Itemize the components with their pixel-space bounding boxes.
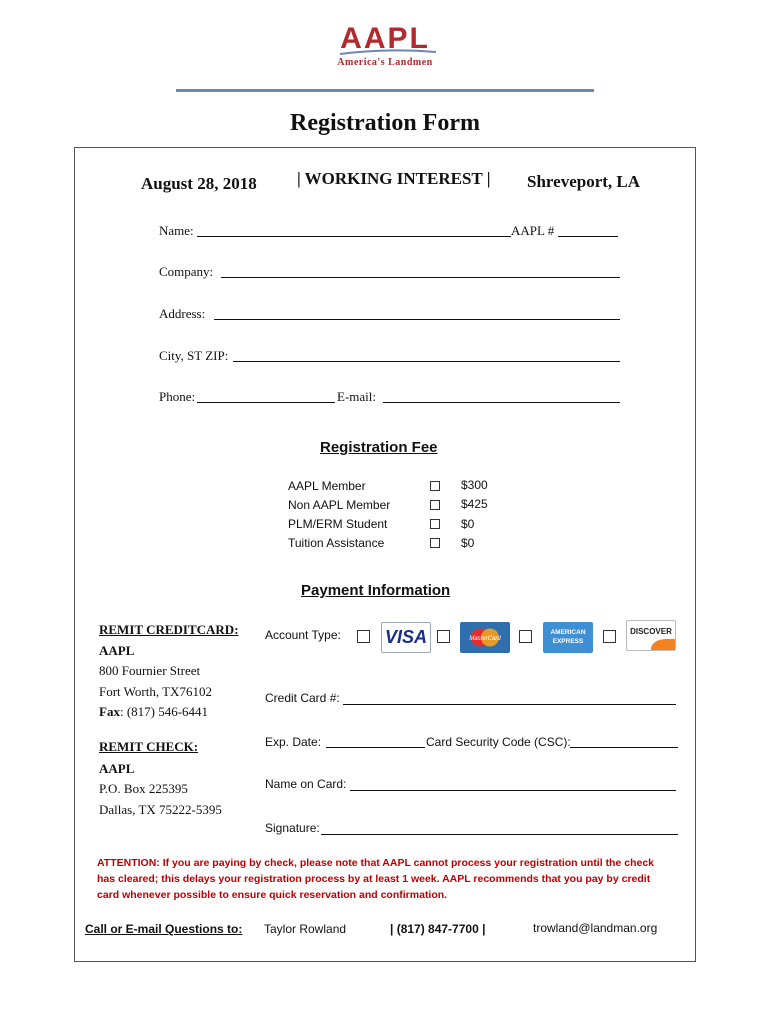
remit-credit-fax — [99, 702, 239, 723]
phone-label: Phone: — [159, 389, 196, 404]
city-st-zip-field[interactable] — [233, 361, 620, 362]
name-label: Name: — [159, 223, 194, 238]
credit-card-number-field[interactable] — [343, 704, 676, 705]
signature-field[interactable] — [321, 834, 678, 835]
page-title: Registration Form — [290, 110, 480, 136]
amex-checkbox[interactable] — [519, 630, 532, 643]
contact-label: Call or E-mail Questions to: — [85, 922, 243, 936]
mastercard-label: MasterCard — [469, 636, 501, 642]
csc-field[interactable] — [570, 747, 678, 748]
registration-fee-title: Registration Fee — [320, 439, 438, 456]
fee-option-label: Tuition Assistance — [288, 536, 385, 550]
attention-notice: ATTENTION: If you are paying by check, please note that AAPL cannot process your registration until the check has cleared; this delays your registration process by at least 1 week. AAPL recommends that you pay by credit card whenever possible to ensure quick reservation and confirmation. — [97, 857, 655, 901]
fee-checkbox-aapl-member[interactable] — [430, 481, 440, 491]
name-field[interactable] — [197, 236, 511, 237]
contact-phone: | (817) 847-7700 | — [390, 922, 486, 936]
fax-label: Fax — [99, 704, 120, 719]
fee-option-price: $425 — [461, 497, 488, 511]
remit-check-po-box: P.O. Box 225395 — [99, 781, 188, 796]
discover-checkbox[interactable] — [603, 630, 616, 643]
remit-credit-org: AAPL — [99, 642, 135, 658]
account-type-label: Account Type: — [265, 628, 341, 642]
event-name: | WORKING INTEREST | — [297, 169, 491, 188]
visa-checkbox[interactable] — [357, 630, 370, 643]
email-label: E-mail: — [337, 389, 376, 404]
company-label: Company: — [159, 264, 214, 279]
exp-date-field[interactable] — [326, 747, 425, 748]
fee-option-price: $300 — [461, 478, 488, 492]
contact-person: Taylor Rowland — [264, 922, 347, 936]
aapl-number-field[interactable] — [558, 236, 618, 237]
signature-label: Signature: — [265, 821, 320, 835]
header-divider — [176, 89, 594, 92]
fee-checkbox-tuition[interactable] — [430, 538, 440, 548]
fee-option-label: AAPL Member — [288, 479, 366, 493]
discover-icon: DISCOVER — [626, 620, 676, 651]
remit-check-org: AAPL — [99, 760, 135, 776]
address-field[interactable] — [214, 319, 620, 320]
fee-option-price: $0 — [461, 517, 475, 531]
city-st-zip-label: City, ST ZIP: — [159, 348, 229, 363]
name-on-card-field[interactable] — [350, 790, 676, 791]
logo-title: AAPL — [340, 22, 430, 55]
remit-check-city: Dallas, TX 75222-5395 — [99, 801, 222, 817]
phone-field[interactable] — [197, 402, 335, 403]
contact-email[interactable]: trowland@landman.org — [533, 921, 658, 935]
email-field[interactable] — [383, 402, 620, 403]
company-field[interactable] — [221, 277, 620, 278]
remit-check-heading: REMIT CHECK: — [99, 739, 199, 754]
event-date: August 28, 2018 — [141, 174, 257, 193]
event-location: Shreveport, LA — [527, 172, 641, 191]
fee-option-price: $0 — [461, 536, 475, 550]
fee-checkbox-non-member[interactable] — [430, 500, 440, 510]
fee-option-label: PLM/ERM Student — [288, 517, 388, 531]
exp-date-label: Exp. Date: — [265, 735, 322, 749]
fee-option-label: Non AAPL Member — [288, 498, 391, 512]
remit-credit-city: Fort Worth, TX76102 — [99, 683, 212, 699]
remit-credit-heading: REMIT CREDITCARD: — [99, 622, 239, 637]
aapl-number-label: AAPL # — [511, 223, 555, 238]
fax-number: : (817) 546-6441 — [119, 704, 209, 719]
amex-icon: AMERICAN EXPRESS — [543, 622, 593, 653]
mastercard-checkbox[interactable] — [437, 630, 450, 643]
visa-icon: VISA — [381, 622, 431, 653]
csc-label: Card Security Code (CSC): — [426, 735, 571, 749]
name-on-card-label: Name on Card: — [265, 777, 347, 791]
logo-subtitle: America's Landmen — [337, 57, 433, 68]
payment-info-title: Payment Information — [301, 582, 451, 599]
remit-credit-street: 800 Fournier Street — [99, 663, 201, 678]
fee-checkbox-student[interactable] — [430, 519, 440, 529]
credit-card-number-label: Credit Card #: — [265, 691, 340, 705]
mastercard-icon — [460, 622, 510, 653]
address-label: Address: — [159, 306, 206, 321]
